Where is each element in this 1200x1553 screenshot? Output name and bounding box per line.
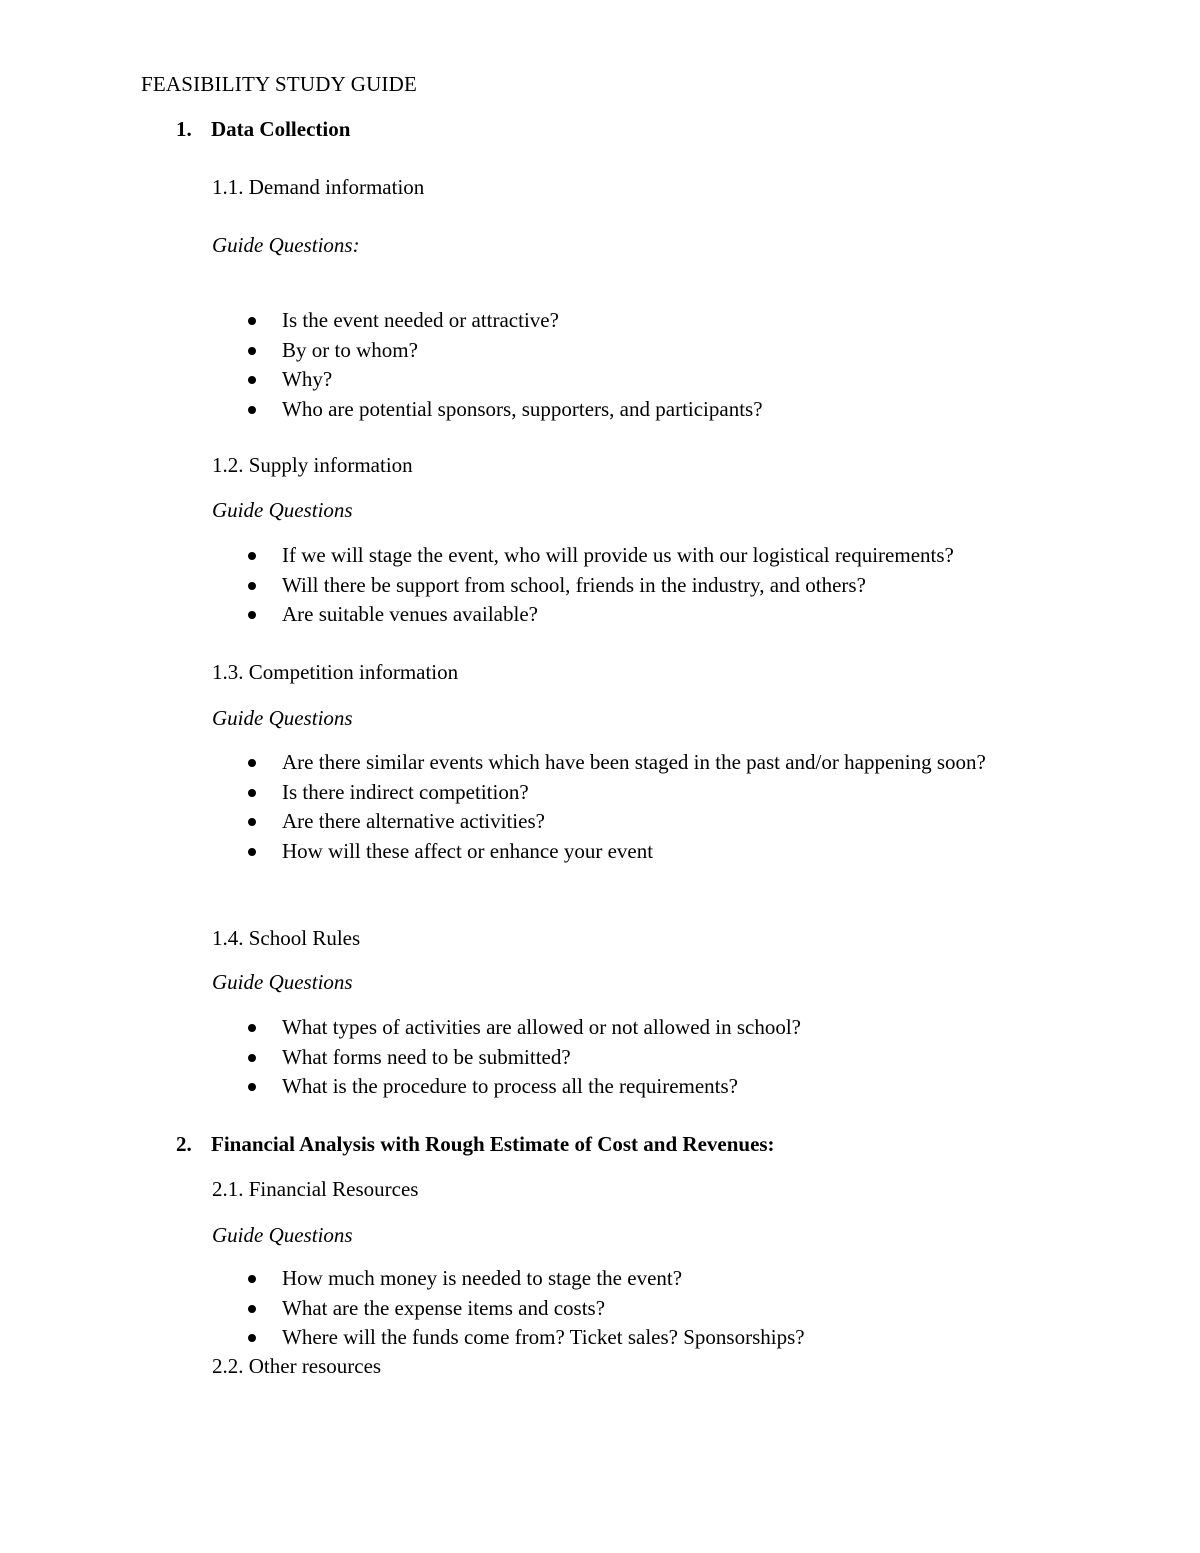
list-item: How much money is needed to stage the event? [0, 1264, 1200, 1294]
bullet-icon [248, 552, 256, 560]
document-title: FEASIBILITY STUDY GUIDE [141, 72, 418, 96]
subsection-label-2-1: 2.1. Financial Resources [212, 1177, 419, 1201]
bullet-icon [248, 1024, 256, 1032]
subsection-label-1-4: 1.4. School Rules [212, 926, 361, 950]
list-item: Who are potential sponsors, supporters, and participants? [0, 395, 1200, 425]
list-item: What is the procedure to process all the requirements? [0, 1072, 1200, 1102]
bullet-icon [248, 376, 256, 384]
list-item: By or to whom? [0, 336, 1200, 366]
list-item: What forms need to be submitted? [0, 1043, 1200, 1073]
list-item: How will these affect or enhance your event [0, 837, 1200, 867]
list-item: Is there indirect competition? [0, 778, 1200, 808]
bullet-icon [248, 347, 256, 355]
bullet-icon [248, 1275, 256, 1283]
bullet-icon [248, 1083, 256, 1091]
bullet-icon [248, 317, 256, 325]
list-item: Are suitable venues available? [0, 600, 1200, 630]
bullet-icon [248, 1305, 256, 1313]
bullet-icon [248, 848, 256, 856]
section-number: 1. [176, 117, 192, 141]
guide-questions-label: Guide Questions: [212, 233, 360, 257]
section-heading-1 [176, 115, 350, 144]
list-item: Is the event needed or attractive? [0, 306, 1200, 336]
subsection-label-1-2: 1.2. Supply information [212, 453, 413, 477]
bullet-icon [248, 1054, 256, 1062]
list-item: Where will the funds come from? Ticket sales? Sponsorships? [0, 1323, 1200, 1353]
bullet-icon [248, 1334, 256, 1342]
list-item: Will there be support from school, friends in the industry, and others? [0, 571, 1200, 601]
list-item: If we will stage the event, who will provide us with our logistical requirements? [0, 541, 1200, 571]
section-heading-2 [176, 1130, 775, 1159]
bullet-list [0, 541, 1200, 630]
list-item: Are there similar events which have been staged in the past and/or happening soon? [0, 748, 1200, 778]
bullet-icon [248, 818, 256, 826]
bullet-icon [248, 582, 256, 590]
guide-questions-label: Guide Questions [212, 1223, 353, 1247]
bullet-list [0, 1264, 1200, 1353]
list-item: Are there alternative activities? [0, 807, 1200, 837]
section-title: Data Collection [211, 117, 351, 141]
guide-questions-label: Guide Questions [212, 970, 353, 994]
bullet-icon [248, 759, 256, 767]
bullet-list [0, 748, 1200, 866]
guide-questions-label: Guide Questions [212, 706, 353, 730]
bullet-icon [248, 789, 256, 797]
bullet-icon [248, 611, 256, 619]
section-title: Financial Analysis with Rough Estimate of Cost and Revenues: [211, 1132, 775, 1156]
list-item: What types of activities are allowed or not allowed in school? [0, 1013, 1200, 1043]
list-item: What are the expense items and costs? [0, 1294, 1200, 1324]
subsection-label-1-1: 1.1. Demand information [212, 175, 425, 199]
subsection-label-1-3: 1.3. Competition information [212, 660, 459, 684]
guide-questions-label: Guide Questions [212, 498, 353, 522]
bullet-list [0, 306, 1200, 424]
bullet-icon [248, 406, 256, 414]
subsection-label-2-2: 2.2. Other resources [212, 1354, 382, 1378]
bullet-list [0, 1013, 1200, 1102]
section-number: 2. [176, 1132, 192, 1156]
list-item: Why? [0, 365, 1200, 395]
